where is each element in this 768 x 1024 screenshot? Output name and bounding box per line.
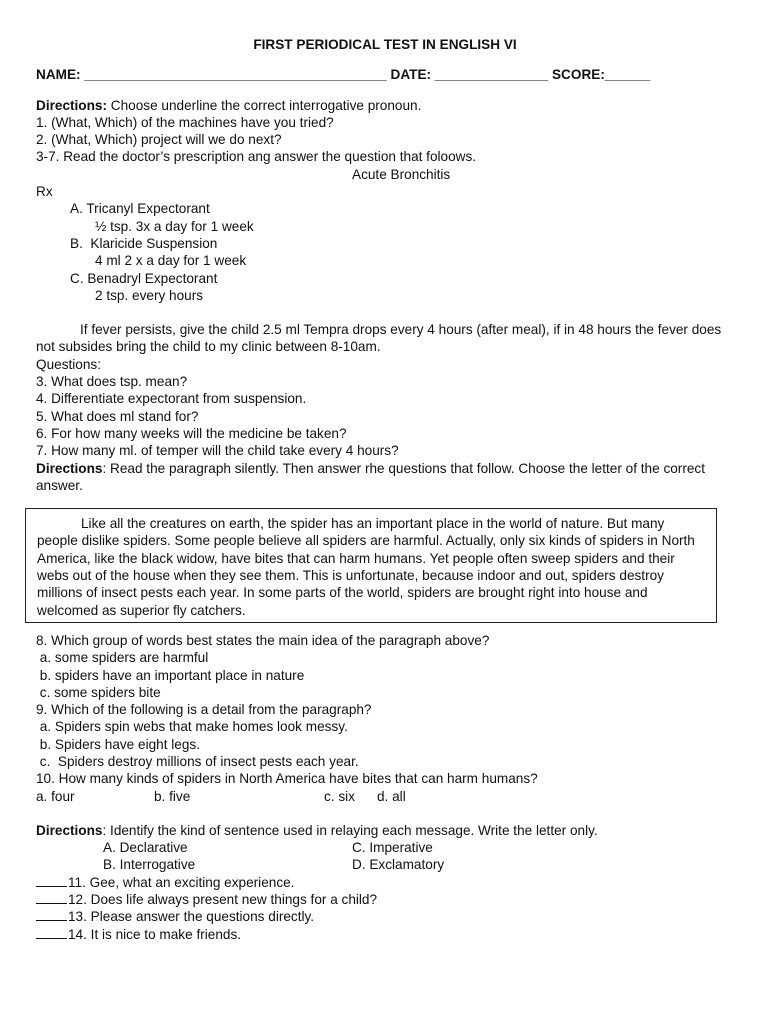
medicine-name: C. Benadryl Expectorant — [70, 270, 218, 286]
answer-choice: a. some spiders are harmful — [36, 650, 209, 666]
question-item: 10. How many kinds of spiders in North America have bites that can harm humans? — [36, 771, 538, 787]
medicine-name: B. Klaricide Suspension — [70, 235, 218, 251]
name-date-score-line: NAME: ________________________________________ DATE: _______________ SCORE:______ — [36, 67, 651, 83]
questions-label: Questions: — [36, 356, 101, 372]
directions-part1 — [36, 97, 736, 114]
blank-item — [36, 891, 736, 908]
answer-choice: c. six — [324, 788, 355, 804]
directions-label: Directions — [36, 460, 103, 476]
test-page — [36, 36, 736, 943]
reading-passage-box — [25, 508, 717, 623]
directions-label: Directions: — [36, 97, 108, 113]
question-item: 7. How many ml. of temper will the child take every 4 hours? — [36, 443, 399, 459]
question-item: 9. Which of the following is a detail from the paragraph? — [36, 702, 372, 718]
question-item: 6. For how many weeks will the medicine be taken? — [36, 425, 347, 441]
answer-choice: c. some spiders bite — [36, 684, 161, 700]
answer-blank[interactable] — [36, 874, 67, 887]
question-item: 2. (What, Which) project will we do next? — [36, 132, 282, 148]
medicine-dose: ½ tsp. 3x a day for 1 week — [95, 218, 254, 234]
directions-text: : Identify the kind of sentence used in relaying each message. Write the letter only. — [102, 822, 598, 838]
directions-text: Choose underline the correct interrogative pronoun. — [107, 97, 422, 113]
question-item: 3. What does tsp. mean? — [36, 374, 188, 390]
answer-choice: d. all — [377, 788, 406, 804]
sentence-type: D. Exclamatory — [352, 857, 445, 873]
spacer — [36, 805, 736, 822]
question-item: 8. Which group of words best states the main idea of the paragraph above? — [36, 632, 490, 648]
reading-passage: Like all the creatures on earth, the spider has an important place in the world of nature. But many people dislike spiders. Some people believe all spiders are harmful. Actually, only six kinds of spiders in North America, like the black widow, have bites that can harm humans. Yet people often sweep spiders and their webs out of the house when they see them. This is unfortunate, because indoor and out, spiders destroy millions of insect pests each year. In some parts of the world, spiders are brought right into house and welcomed as superior fly catchers. — [37, 516, 695, 618]
answer-blank[interactable] — [36, 891, 67, 904]
blank-item — [36, 926, 736, 943]
directions-part3 — [36, 822, 736, 839]
sentence-type: C. Imperative — [352, 840, 433, 856]
sentence-types-row — [36, 839, 736, 856]
directions-label: Directions — [36, 822, 103, 838]
question-item: 4. Differentiate expectorant from suspension. — [36, 391, 307, 407]
rx-label: Rx — [36, 184, 53, 200]
diagnosis: Acute Bronchitis — [352, 166, 451, 182]
sentence-type: A. Declarative — [103, 840, 188, 856]
answer-choice: a. Spiders spin webs that make homes look messy. — [36, 719, 348, 735]
medicine-dose: 4 ml 2 x a day for 1 week — [95, 253, 247, 269]
item-text: 11. Gee, what an exciting experience. — [68, 874, 295, 890]
blank-item — [36, 874, 736, 891]
answer-blank[interactable] — [36, 908, 67, 921]
item-text: 12. Does life always present new things for a child? — [68, 892, 378, 908]
question-item: 1. (What, Which) of the machines have you tried? — [36, 114, 334, 130]
medicine-dose: 2 tsp. every hours — [95, 287, 204, 303]
answer-choice-row — [36, 788, 736, 805]
directions-part2 — [36, 460, 736, 495]
item-text: 13. Please answer the questions directly. — [68, 909, 315, 925]
answer-choice: a. four — [36, 788, 75, 804]
prescription-note: If fever persists, give the child 2.5 ml Tempra drops every 4 hours (after meal), if in 48 hours the fever does not subsides bring the child to my clinic between 8-10am. — [36, 322, 722, 355]
sentence-type: B. Interrogative — [103, 857, 196, 873]
page-title: FIRST PERIODICAL TEST IN ENGLISH VI — [253, 37, 517, 52]
item-text: 14. It is nice to make friends. — [68, 926, 242, 942]
directions-text: : Read the paragraph silently. Then answer rhe questions that follow. Choose the letter of the correct answer. — [36, 460, 705, 493]
answer-blank[interactable] — [36, 926, 67, 939]
medicine-name: A. Tricanyl Expectorant — [70, 201, 210, 217]
answer-choice: b. five — [154, 788, 191, 804]
answer-choice: b. Spiders have eight legs. — [36, 736, 200, 752]
answer-choice: c. Spiders destroy millions of insect pests each year. — [36, 753, 359, 769]
question-item: 5. What does ml stand for? — [36, 408, 199, 424]
answer-choice: b. spiders have an important place in nature — [36, 667, 305, 683]
spacer — [36, 304, 736, 321]
sentence-types-row — [36, 856, 736, 873]
blank-item — [36, 908, 736, 925]
question-item: 3-7. Read the doctor’s prescription ang answer the question that foloows. — [36, 149, 477, 165]
